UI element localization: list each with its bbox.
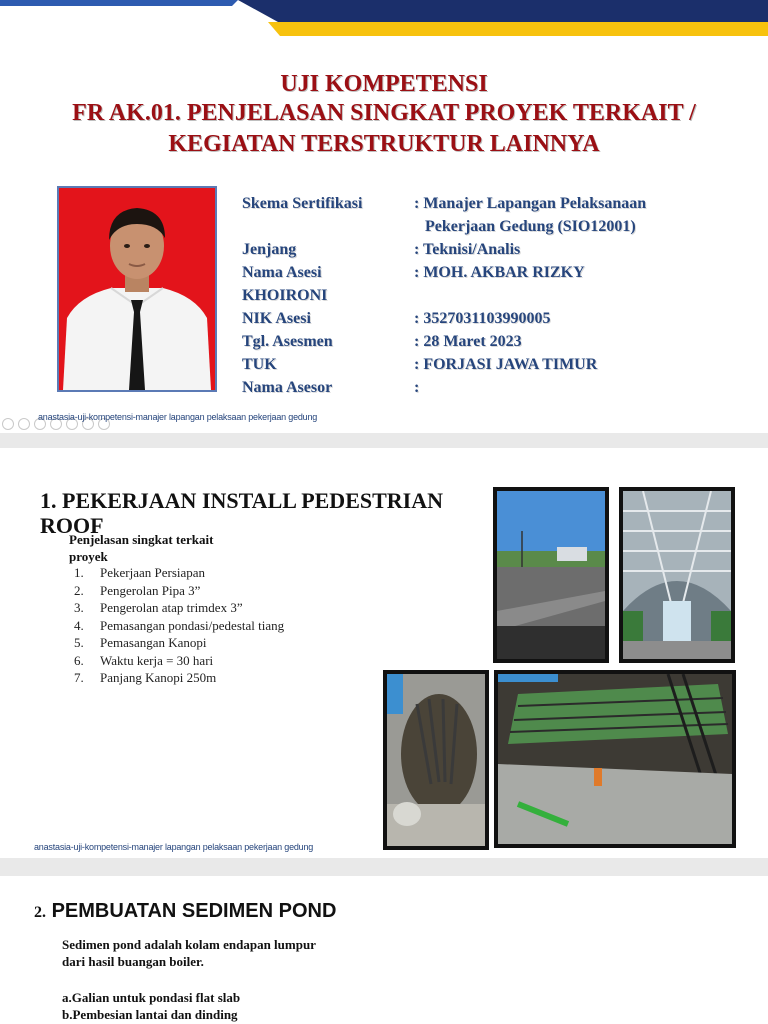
work-items [62, 989, 240, 1023]
list-item: b.Pembesian lantai dan dinding [62, 1007, 238, 1022]
tuk-label: TUK [242, 356, 277, 373]
info-row-skema [242, 192, 762, 238]
skema-value [414, 192, 714, 238]
slide-2 [0, 448, 768, 858]
site-photo-rebar [494, 670, 736, 848]
header-band [0, 0, 768, 36]
asesor-value: : [414, 379, 420, 396]
skema-label: Skema Sertifikasi [242, 195, 363, 212]
nama-value: : MOH. AKBAR RIZKY [414, 264, 585, 281]
nama-label: Nama Asesi [242, 264, 322, 281]
slide-1 [0, 0, 768, 433]
source-caption: anastasia-uji-kompetensi-manajer lapangan pelaksaan pekerjaan gedung [34, 842, 314, 852]
title-line-3: KEGIATAN TERSTRUKTUR LAINNYA [168, 131, 600, 157]
info-row-nama [242, 261, 762, 284]
title-line-1: UJI KOMPETENSI [280, 71, 488, 97]
tgl-label: Tgl. Asesmen [242, 333, 333, 350]
list-item: 6. Waktu kerja = 30 hari [74, 652, 214, 668]
candidate-photo [57, 186, 217, 392]
section-heading-1: 1. PEKERJAAN INSTALL PEDESTRIAN ROOF [40, 488, 444, 538]
info-row-nama-cont [242, 284, 762, 307]
tuk-value: : FORJASI JAWA TIMUR [414, 356, 598, 373]
jenjang-label: Jenjang [242, 241, 297, 258]
site-photo-canopy [619, 487, 735, 663]
heading-number: 2. [34, 904, 46, 921]
nama-value-continued: KHOIRONI [242, 287, 328, 304]
subheading: Penjelasan singkat terkait proyek [69, 532, 214, 564]
heading-text: PEMBUATAN SEDIMEN POND [51, 900, 337, 922]
source-caption: anastasia-uji-kompetensi-manajer lapangan pelaksaan pekerjaan gedung [38, 412, 318, 422]
assessment-info [242, 192, 762, 399]
tgl-value: : 28 Maret 2023 [414, 333, 522, 350]
task-list [74, 564, 284, 687]
asesor-label: Nama Asesor [242, 379, 333, 396]
info-row-asesor [242, 376, 762, 399]
list-item: a.Galian untuk pondasi flat slab [62, 990, 241, 1005]
list-item: 5. Pemasangan Kanopi [74, 635, 207, 650]
skema-value-line-2: Pekerjaan Gedung (SIO12001) [425, 218, 636, 235]
description-paragraph: Sedimen pond adalah kolam endapan lumpur dari hasil buangan boiler. [62, 937, 316, 969]
list-item: 4. Pemasangan pondasi/pedestal tiang [74, 617, 285, 633]
info-row-jenjang [242, 238, 762, 261]
list-item: 3. Pengerolan atap trimdex 3” [74, 600, 243, 615]
site-photo-foundation [383, 670, 489, 850]
list-item: 7. Panjang Kanopi 250m [74, 670, 217, 685]
skema-value-line-1: : Manajer Lapangan Pelaksanaan [414, 195, 647, 212]
prev-icon[interactable] [2, 418, 14, 430]
title-line-2: FR AK.01. PENJELASAN SINGKAT PROYEK TERKAIT / [72, 100, 696, 126]
section-heading-2 [34, 900, 336, 923]
list-item: 1. Pekerjaan Persiapan [74, 565, 206, 580]
site-photo-road [493, 487, 609, 663]
nik-label: NIK Asesi [242, 310, 311, 327]
nik-value: : 3527031103990005 [414, 310, 551, 327]
info-row-tuk [242, 353, 762, 376]
list-item: 2. Pengerolan Pipa 3” [74, 582, 201, 598]
info-row-tgl [242, 330, 762, 353]
next-icon[interactable] [18, 418, 30, 430]
jenjang-value: : Teknisi/Analis [414, 241, 521, 258]
slide-3 [0, 876, 768, 1024]
info-row-nik [242, 307, 762, 330]
